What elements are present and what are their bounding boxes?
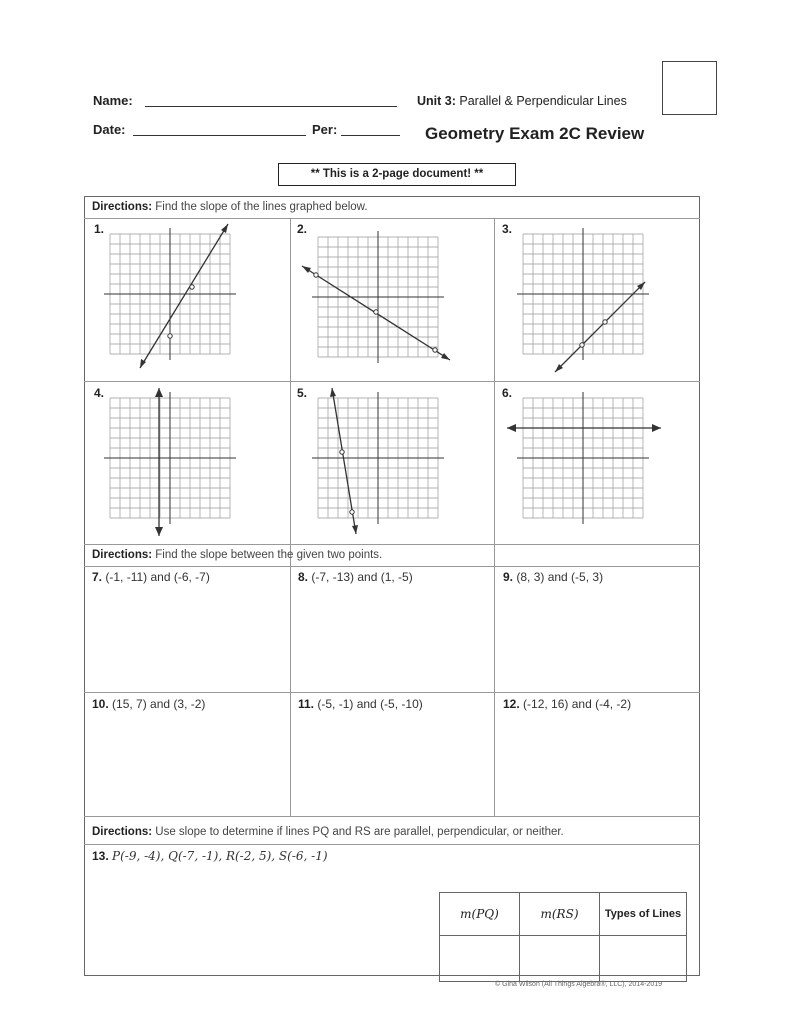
- coordinate-grid: [517, 228, 649, 360]
- divider: [290, 218, 291, 816]
- plotted-point: [374, 310, 378, 314]
- section1-directions-text: Find the slope of the lines graphed below.: [155, 201, 368, 213]
- section3-directions-text: Use slope to determine if lines PQ and RS are parallel, perpendicular, or neither.: [155, 826, 564, 838]
- problem-number: 9.: [503, 570, 514, 584]
- problem-11: [298, 697, 423, 711]
- header-m-rs: m(RS): [520, 893, 600, 936]
- plotted-point: [603, 320, 607, 324]
- plotted-point: [314, 273, 318, 277]
- problem-text: (-5, -1) and (-5, -10): [317, 697, 423, 711]
- problem-number: 10.: [92, 697, 109, 711]
- problem-text: (8, 3) and (-5, 3): [516, 570, 604, 584]
- graph-6: [505, 386, 665, 538]
- problem-7: [92, 570, 210, 584]
- name-field[interactable]: [145, 106, 397, 107]
- arrow-head: [330, 388, 336, 397]
- two-page-notice: ** This is a 2-page document! **: [278, 163, 516, 186]
- per-label: Per:: [312, 122, 338, 137]
- problem-text: (-1, -11) and (-6, -7): [105, 570, 210, 584]
- problem-13: [92, 849, 328, 863]
- graph-3: [505, 222, 650, 377]
- problem-text: (-12, 16) and (-4, -2): [523, 697, 632, 711]
- problem-text: (15, 7) and (3, -2): [112, 697, 206, 711]
- score-box: [662, 61, 717, 115]
- graph-4: [100, 386, 240, 538]
- coordinate-grid: [104, 392, 236, 524]
- plotted-point: [580, 343, 584, 347]
- section3-directions-label: Directions:: [92, 826, 153, 838]
- copyright-footer: © Gina Wilson (All Things Algebra®, LLC), 2014-2019: [495, 981, 662, 988]
- divider: [84, 381, 700, 382]
- arrow-head: [302, 266, 311, 273]
- problem-number: 8.: [298, 570, 309, 584]
- problem-text: P(-9, -4), Q(-7, -1), R(-2, 5), S(-6, -1): [112, 849, 328, 863]
- arrow-head: [155, 388, 163, 397]
- problem-9: [503, 570, 603, 584]
- coordinate-grid: [312, 392, 444, 524]
- arrow-head: [221, 224, 228, 233]
- arrow-head: [352, 525, 358, 534]
- section2-directions: [85, 545, 692, 565]
- line-graph-1: [140, 224, 228, 368]
- problem-text: (-7, -13) and (1, -5): [311, 570, 413, 584]
- problem-number: 7.: [92, 570, 103, 584]
- line-graph-3: [555, 282, 645, 372]
- unit-text: Parallel & Perpendicular Lines: [459, 94, 627, 108]
- slope-table: [439, 892, 687, 982]
- divider: [494, 218, 495, 816]
- problem-10: [92, 697, 205, 711]
- problem-8: [298, 570, 413, 584]
- unit-heading: [417, 94, 627, 108]
- problem-12: [503, 697, 631, 711]
- section3-directions: [85, 822, 702, 842]
- graph-number: 6.: [502, 386, 513, 400]
- plotted-point: [350, 510, 354, 514]
- coordinate-grid: [104, 228, 236, 360]
- section1-directions: [85, 197, 692, 217]
- name-label: Name:: [93, 93, 133, 108]
- arrow-head: [652, 424, 661, 432]
- problem-number: 13.: [92, 849, 109, 863]
- period-field[interactable]: [341, 135, 400, 136]
- plotted-point: [340, 450, 344, 454]
- graph-2: [300, 222, 460, 372]
- divider: [84, 218, 700, 219]
- date-label: Date:: [93, 122, 126, 137]
- date-field[interactable]: [133, 135, 306, 136]
- plotted-point: [168, 334, 172, 338]
- header-m-pq: m(PQ): [440, 893, 520, 936]
- graph-number: 5.: [297, 386, 308, 400]
- answer-cell-m-pq[interactable]: [440, 936, 520, 982]
- arrow-head: [507, 424, 516, 432]
- section2-directions-text: Find the slope between the given two points.: [155, 549, 383, 561]
- problem-number: 11.: [298, 697, 315, 711]
- page-title: Geometry Exam 2C Review: [425, 124, 645, 143]
- divider: [84, 692, 700, 693]
- divider: [84, 844, 700, 845]
- section2-directions-label: Directions:: [92, 549, 153, 561]
- graph-number: 3.: [502, 222, 513, 236]
- answer-cell-m-rs[interactable]: [520, 936, 600, 982]
- graph-number: 2.: [297, 222, 308, 236]
- unit-prefix: Unit 3:: [417, 94, 456, 108]
- plotted-point: [190, 285, 194, 289]
- graph-number: 1.: [94, 222, 105, 236]
- coordinate-grid: [517, 392, 649, 524]
- divider: [84, 816, 700, 817]
- graph-number: 4.: [94, 386, 105, 400]
- divider: [84, 566, 700, 567]
- problem-number: 12.: [503, 697, 520, 711]
- header-types-of-lines: Types of Lines: [600, 893, 687, 936]
- graph-5: [300, 386, 450, 538]
- arrow-head: [441, 353, 450, 360]
- answer-cell-types[interactable]: [600, 936, 687, 982]
- section1-directions-label: Directions:: [92, 201, 153, 213]
- graph-1: [100, 222, 240, 372]
- plotted-point: [433, 348, 437, 352]
- arrow-head: [155, 527, 163, 536]
